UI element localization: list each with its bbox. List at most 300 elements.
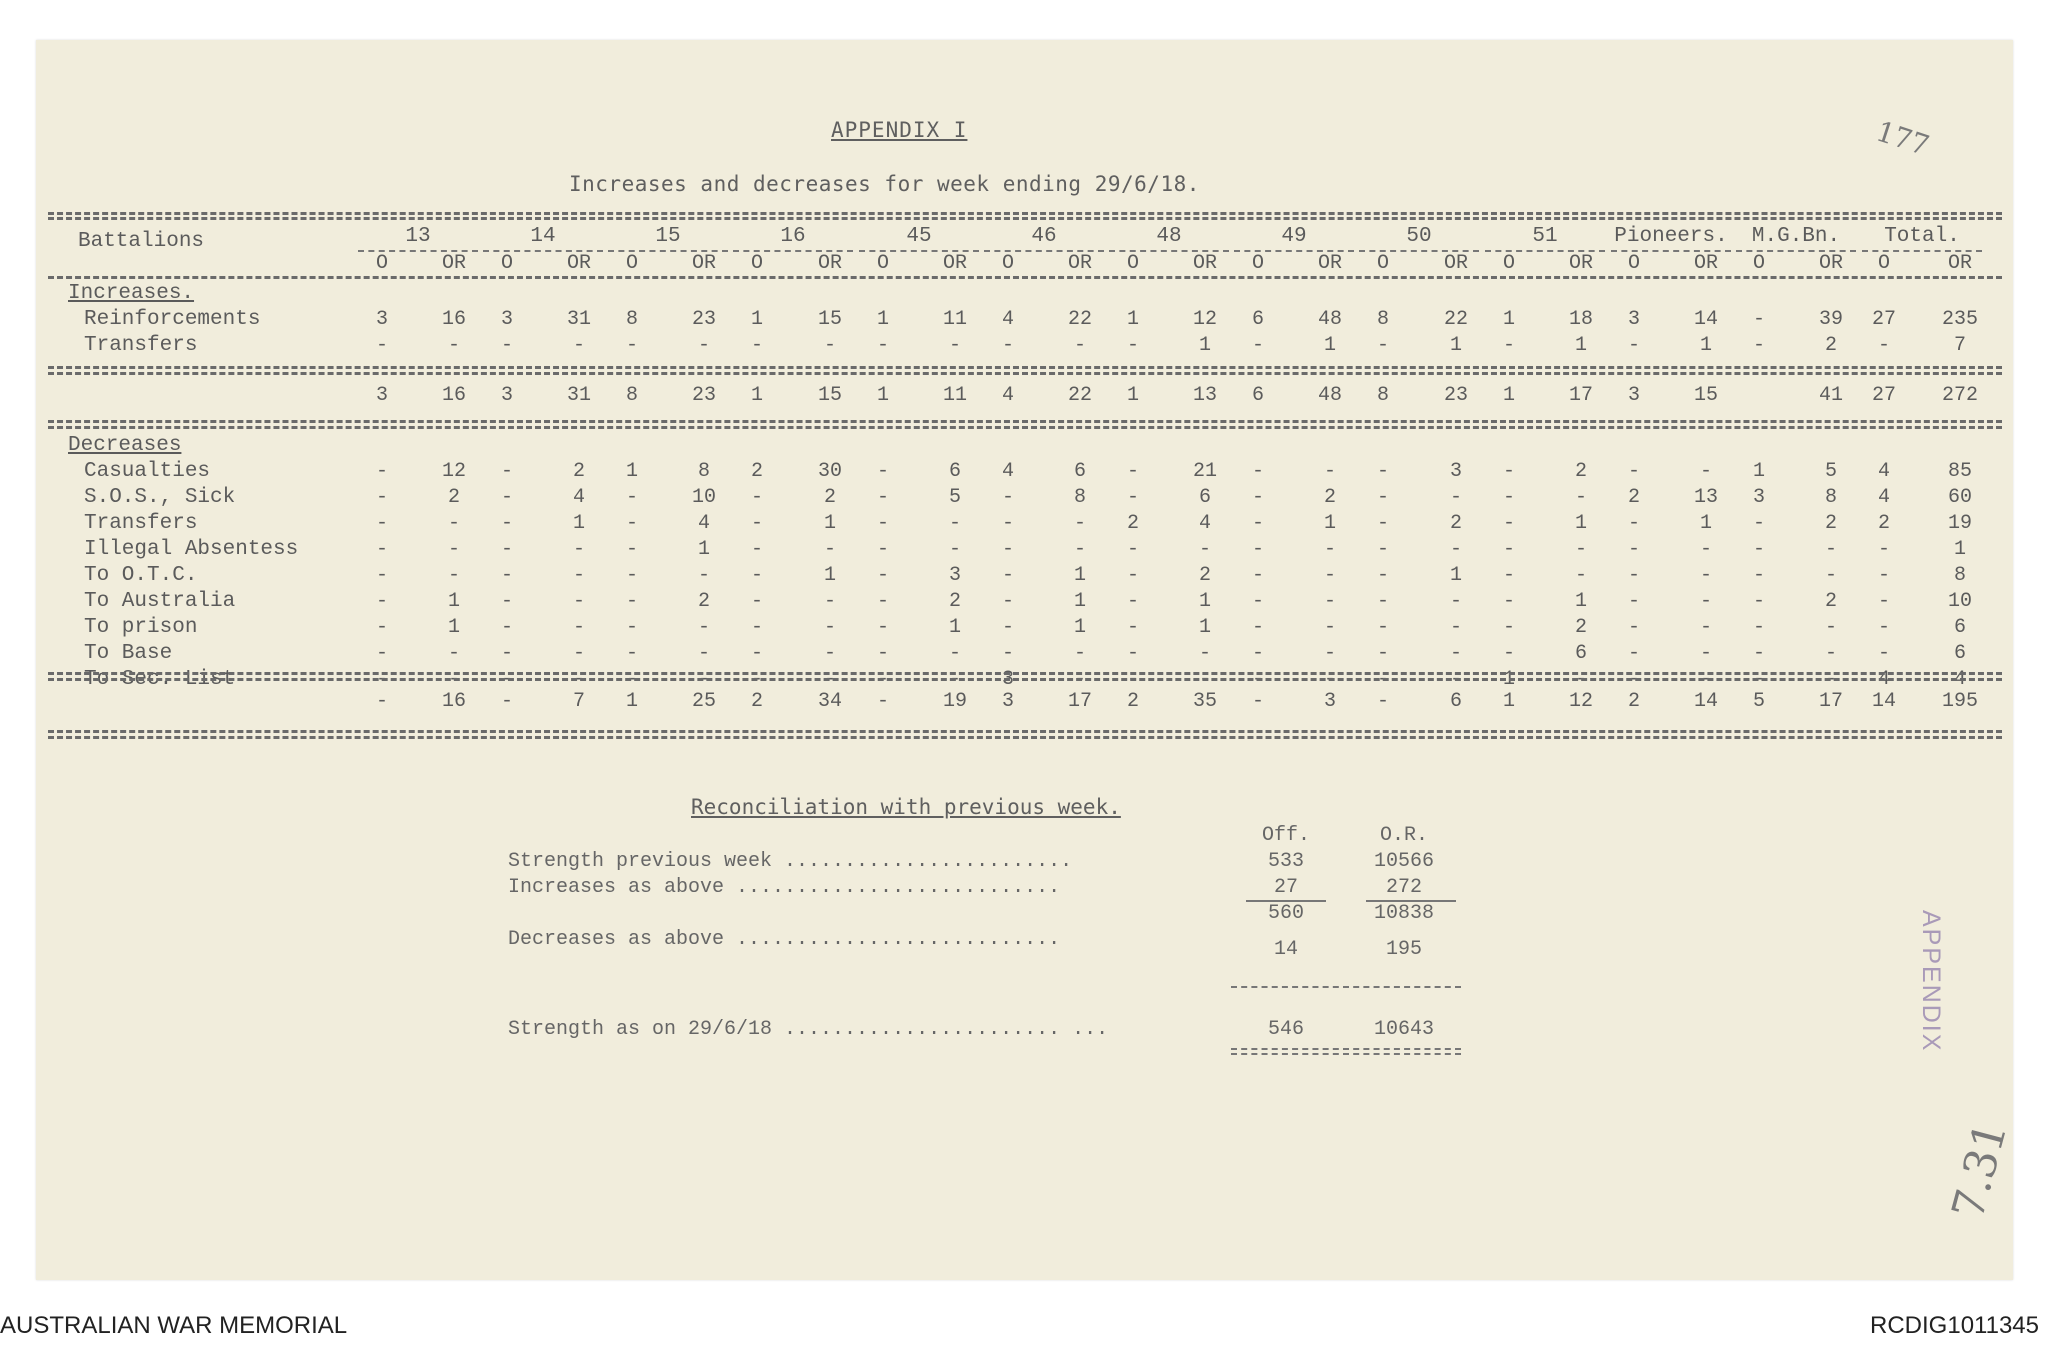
decrease-row-cell: - [1574, 564, 1587, 587]
decrease-row-cell: 3 [948, 564, 961, 587]
sub-header: O [500, 252, 513, 275]
decrease-row-cell: 1 [948, 616, 961, 639]
recon-rule [1231, 986, 1461, 988]
decrease-row-cell: 2 [1877, 512, 1890, 535]
decrease-row-cell: - [1699, 564, 1712, 587]
sub-header: O [750, 252, 763, 275]
sub-header: OR [566, 252, 591, 275]
decrease-row-cell: - [823, 590, 836, 613]
increase-row-cell: 1 [1323, 334, 1336, 357]
decrease-row-cell: - [500, 616, 513, 639]
decrease-row-cell: - [823, 668, 836, 691]
decrease-row-cell: 2 [750, 460, 763, 483]
decrease-row-cell: - [1627, 616, 1640, 639]
sub-header: O [1752, 252, 1765, 275]
decrease-row-cell: - [1073, 512, 1086, 535]
increase-row-cell: - [1877, 334, 1890, 357]
decrease-row-cell: 4 [1877, 486, 1890, 509]
decrease-row-cell: - [823, 616, 836, 639]
decrease-row-cell: - [1126, 538, 1139, 561]
decrease-row-label: Illegal Absentess [84, 538, 299, 561]
decrease-row-cell: 6 [1953, 642, 1966, 665]
decrease-row-cell: - [1627, 512, 1640, 535]
decrease-row-cell: - [1376, 590, 1389, 613]
decrease-row-cell: - [1699, 538, 1712, 561]
decrease-row-cell: 1 [1198, 590, 1211, 613]
increase-row-cell: - [500, 334, 513, 357]
decrease-row-cell: - [1001, 538, 1014, 561]
decrease-row-cell: - [500, 486, 513, 509]
mid-rule-2 [48, 426, 2002, 429]
increase-total-cell: 272 [1941, 384, 1978, 407]
sub-header: OR [441, 252, 466, 275]
decrease-row-cell: - [1502, 538, 1515, 561]
decrease-row-cell: - [500, 460, 513, 483]
decrease-total-cell: - [1251, 690, 1264, 713]
decrease-row-cell: - [1752, 616, 1765, 639]
increase-row-cell: 2 [1824, 334, 1837, 357]
decrease-row-cell: 5 [1824, 460, 1837, 483]
recon-or-increases: 272 [1385, 876, 1422, 899]
sub-header: O [876, 252, 889, 275]
decrease-row-cell: 2 [1449, 512, 1462, 535]
decrease-row-cell: - [375, 564, 388, 587]
decrease-row-cell: - [625, 538, 638, 561]
decrease-row-cell: - [1449, 616, 1462, 639]
decrease-total-cell: 35 [1192, 690, 1217, 713]
decrease-row-cell: 1 [1198, 616, 1211, 639]
decrease-total-cell: 19 [942, 690, 967, 713]
increase-row-cell: 15 [817, 308, 842, 331]
decrease-row-cell: - [1001, 616, 1014, 639]
decrease-row-cell: - [750, 564, 763, 587]
increase-row-cell: 7 [1953, 334, 1966, 357]
decrease-row-cell: - [876, 486, 889, 509]
unit-header: 16 [780, 225, 806, 248]
sub-header: OR [1192, 252, 1217, 275]
sub-header: O [625, 252, 638, 275]
decrease-total-cell: - [500, 690, 513, 713]
increase-row-cell: 1 [750, 308, 763, 331]
decrease-total-cell: 2 [750, 690, 763, 713]
recon-or-strength: 10643 [1373, 1018, 1434, 1041]
increase-row-cell: 3 [375, 308, 388, 331]
decrease-total-cell: 16 [441, 690, 466, 713]
decrease-row-cell: 12 [441, 460, 466, 483]
decrease-row-cell: - [750, 616, 763, 639]
decrease-row-cell: - [876, 460, 889, 483]
recon-col-off: Off. [1261, 824, 1310, 847]
decrease-row-cell: 4 [697, 512, 710, 535]
decrease-row-cell: - [1126, 590, 1139, 613]
decrease-row-cell: - [572, 642, 585, 665]
decrease-row-cell: - [948, 642, 961, 665]
increase-total-cell: 41 [1818, 384, 1843, 407]
sub-header: O [1376, 252, 1389, 275]
decrease-row-cell: - [375, 486, 388, 509]
increase-row-cell: - [823, 334, 836, 357]
increase-total-cell: 23 [1443, 384, 1468, 407]
decrease-row-cell: 6 [1953, 616, 1966, 639]
decrease-row-cell: - [1126, 564, 1139, 587]
decrease-row-cell: 6 [1198, 486, 1211, 509]
decrease-row-cell: 1 [572, 512, 585, 535]
decrease-row-cell: - [625, 512, 638, 535]
increase-row-cell: - [876, 334, 889, 357]
increase-row-cell: 16 [441, 308, 466, 331]
decrease-row-cell: - [1877, 564, 1890, 587]
decrease-row-cell: - [1073, 668, 1086, 691]
increase-total-cell: 16 [441, 384, 466, 407]
decrease-total-cell: 7 [572, 690, 585, 713]
decrease-row-cell: - [1824, 668, 1837, 691]
decrease-row-cell: - [625, 486, 638, 509]
decrease-row-cell: - [1376, 564, 1389, 587]
decrease-row-cell: 2 [823, 486, 836, 509]
increase-row-cell: 31 [566, 308, 591, 331]
decrease-row-cell: - [375, 538, 388, 561]
decrease-row-cell: 30 [817, 460, 842, 483]
increase-row-cell: 4 [1001, 308, 1014, 331]
decrease-row-cell: - [375, 616, 388, 639]
decrease-row-cell: 4 [1953, 668, 1966, 691]
unit-header: 50 [1406, 225, 1432, 248]
increase-total-cell: 1 [1502, 384, 1515, 407]
decrease-row-cell: 2 [697, 590, 710, 613]
decrease-row-cell: 19 [1947, 512, 1972, 535]
recon-final-rule-2 [1231, 1053, 1461, 1055]
decrease-row-cell: - [1502, 486, 1515, 509]
decrease-row-cell: - [1627, 460, 1640, 483]
decrease-row-cell: - [750, 486, 763, 509]
decrease-row-cell: - [375, 642, 388, 665]
decrease-row-cell: - [1699, 668, 1712, 691]
decrease-row-cell: - [1001, 486, 1014, 509]
increase-row-cell: 1 [1502, 308, 1515, 331]
unit-header: 13 [405, 225, 431, 248]
unit-header: Pioneers. [1614, 225, 1728, 248]
decrease-row-cell: - [1627, 668, 1640, 691]
decrease-row-cell: - [1251, 616, 1264, 639]
decrease-row-cell: - [1323, 564, 1336, 587]
decrease-row-cell: - [1752, 668, 1765, 691]
decrease-row-cell: - [1752, 538, 1765, 561]
sub-header: OR [817, 252, 842, 275]
increase-row-cell: 1 [1449, 334, 1462, 357]
decrease-row-cell: - [1376, 668, 1389, 691]
decrease-row-cell: - [1699, 460, 1712, 483]
decrease-row-cell: - [1198, 538, 1211, 561]
increase-row-cell: 6 [1251, 308, 1264, 331]
increase-row-cell: - [1376, 334, 1389, 357]
decrease-total-cell: - [876, 690, 889, 713]
decrease-row-cell: 6 [1073, 460, 1086, 483]
footer-right: RCDIG1011345 [1870, 1312, 2039, 1339]
increase-row-cell: 1 [1699, 334, 1712, 357]
decrease-row-cell: - [1627, 538, 1640, 561]
increases-label: Increases. [68, 282, 195, 305]
increase-total-cell: 3 [1627, 384, 1640, 407]
decrease-row-cell: - [500, 538, 513, 561]
unit-header: 51 [1532, 225, 1558, 248]
decrease-row-cell: - [572, 668, 585, 691]
decrease-row-cell: 2 [1574, 460, 1587, 483]
decrease-row-cell: - [1001, 512, 1014, 535]
decrease-row-cell: - [1574, 538, 1587, 561]
sub-header: OR [1317, 252, 1342, 275]
decrease-total-cell: 2 [1126, 690, 1139, 713]
increase-row-cell: - [750, 334, 763, 357]
decrease-row-cell: - [1323, 460, 1336, 483]
increase-row-cell: 22 [1443, 308, 1468, 331]
increase-row-cell: - [1126, 334, 1139, 357]
increase-total-cell: 48 [1317, 384, 1342, 407]
decrease-row-cell: - [1502, 460, 1515, 483]
increase-row-cell: - [572, 334, 585, 357]
decrease-total-cell: 6 [1449, 690, 1462, 713]
decrease-row-cell: - [572, 564, 585, 587]
increase-total-cell: 8 [1376, 384, 1389, 407]
decrease-row-cell: - [1824, 538, 1837, 561]
page-number-annotation: 177 [1872, 114, 1934, 163]
decrease-row-cell: - [1001, 564, 1014, 587]
increase-total-cell: 11 [942, 384, 967, 407]
decrease-row-label: To O.T.C. [84, 564, 198, 587]
decrease-total-cell: 1 [1502, 690, 1515, 713]
decrease-row-cell: - [1376, 486, 1389, 509]
increase-row-cell: - [1073, 334, 1086, 357]
increase-row-cell: 18 [1568, 308, 1593, 331]
decrease-row-cell: - [625, 590, 638, 613]
recon-label-previous: Strength previous week ........................ [508, 850, 1073, 873]
decrease-row-cell: 1 [447, 590, 460, 613]
decrease-row-cell: 2 [447, 486, 460, 509]
decrease-row-cell: - [750, 642, 763, 665]
increase-total-cell: 1 [1126, 384, 1139, 407]
decreases-label: Decreases [68, 434, 182, 457]
document-sheet [36, 40, 2018, 1280]
page-subtitle: Increases and decreases for week ending 29/6/18. [569, 172, 1200, 196]
decrease-total-cell: 3 [1323, 690, 1336, 713]
decrease-row-cell: - [1824, 564, 1837, 587]
decrease-row-cell: - [1251, 564, 1264, 587]
decrease-row-cell: - [750, 668, 763, 691]
decrease-row-cell: - [375, 668, 388, 691]
sub-header: OR [1568, 252, 1593, 275]
decrease-row-cell: 10 [1947, 590, 1972, 613]
decrease-total-cell: - [1376, 690, 1389, 713]
unit-header: 49 [1281, 225, 1307, 248]
decrease-row-cell: - [447, 564, 460, 587]
decrease-row-cell: - [1449, 668, 1462, 691]
decrease-total-cell: 17 [1818, 690, 1843, 713]
recon-off-subtotal: 560 [1267, 902, 1304, 925]
increase-total-cell: 17 [1568, 384, 1593, 407]
decrease-row-cell: 6 [948, 460, 961, 483]
sub-header: OR [1818, 252, 1843, 275]
decrease-row-cell: 2 [1824, 590, 1837, 613]
reconciliation-title: Reconciliation with previous week. [691, 795, 1121, 819]
decrease-row-cell: - [375, 590, 388, 613]
decrease-row-cell: - [1323, 616, 1336, 639]
increase-rule-2 [48, 372, 2002, 375]
battalions-label: Battalions [78, 230, 205, 253]
top-rule [48, 212, 2002, 215]
decrease-row-cell: 2 [572, 460, 585, 483]
decrease-row-cell: - [1126, 642, 1139, 665]
sub-header: OR [1947, 252, 1972, 275]
recon-label-strength: Strength as on 29/6/18 ....................... ... [508, 1018, 1109, 1041]
increase-total-cell: 6 [1251, 384, 1264, 407]
recon-off-decreases: 14 [1273, 938, 1298, 961]
sub-header: O [1126, 252, 1139, 275]
decrease-total-cell: 5 [1752, 690, 1765, 713]
decrease-row-cell: 85 [1947, 460, 1972, 483]
decrease-row-label: Transfers [84, 512, 198, 535]
recon-off-previous: 533 [1267, 850, 1304, 873]
increase-row-cell: 23 [691, 308, 716, 331]
decrease-row-cell: 1 [1953, 538, 1966, 561]
sub-header: O [1877, 252, 1890, 275]
decrease-row-cell: - [625, 564, 638, 587]
increase-row-cell: - [1752, 334, 1765, 357]
decrease-row-cell: - [447, 538, 460, 561]
decrease-row-cell: - [1502, 512, 1515, 535]
increase-row-cell: 48 [1317, 308, 1342, 331]
decrease-row-cell: - [625, 668, 638, 691]
decrease-row-cell: - [876, 616, 889, 639]
decrease-row-cell: 21 [1192, 460, 1217, 483]
page-title: APPENDIX I [831, 118, 968, 142]
decrease-row-cell: 3 [1449, 460, 1462, 483]
decrease-row-cell: 2 [1574, 616, 1587, 639]
decrease-row-cell: - [1449, 486, 1462, 509]
decrease-row-cell: - [500, 642, 513, 665]
increase-row-cell: - [375, 334, 388, 357]
decrease-row-cell: 1 [1502, 668, 1515, 691]
recon-or-subtotal: 10838 [1373, 902, 1434, 925]
decrease-row-cell: 8 [1953, 564, 1966, 587]
unit-header: 14 [530, 225, 556, 248]
decrease-row-cell: - [1376, 538, 1389, 561]
increase-row-cell: - [1251, 334, 1264, 357]
decrease-row-cell: - [1251, 512, 1264, 535]
decrease-row-cell: - [1627, 642, 1640, 665]
sub-header: O [1001, 252, 1014, 275]
decrease-row-cell: - [1251, 590, 1264, 613]
footer-left: AUSTRALIAN WAR MEMORIAL [0, 1312, 348, 1339]
decrease-row-cell: 2 [1824, 512, 1837, 535]
decrease-row-cell: - [625, 642, 638, 665]
decrease-row-cell: - [1502, 590, 1515, 613]
sub-header: OR [691, 252, 716, 275]
increase-row-cell: 1 [1126, 308, 1139, 331]
decrease-row-cell: 1 [1574, 512, 1587, 535]
increase-total-cell: 3 [500, 384, 513, 407]
decrease-row-cell: - [876, 668, 889, 691]
decrease-row-cell: - [1877, 590, 1890, 613]
increase-row-label: Reinforcements [84, 308, 261, 331]
decrease-row-cell: - [1752, 642, 1765, 665]
decrease-total-cell: 14 [1871, 690, 1896, 713]
decrease-row-cell: - [876, 538, 889, 561]
decrease-row-cell: 4 [1877, 668, 1890, 691]
decrease-row-cell: 2 [1126, 512, 1139, 535]
increase-row-cell: 1 [1198, 334, 1211, 357]
increase-total-cell: 31 [566, 384, 591, 407]
recon-label-decreases: Decreases as above ........................... [508, 928, 1061, 951]
decrease-row-cell: 1 [823, 512, 836, 535]
decrease-row-cell: - [447, 642, 460, 665]
increase-row-cell: - [948, 334, 961, 357]
decrease-row-cell: - [1824, 642, 1837, 665]
decrease-row-cell: - [1376, 512, 1389, 535]
decrease-row-cell: - [1323, 590, 1336, 613]
decrease-row-cell: - [1126, 486, 1139, 509]
increase-row-cell: 1 [876, 308, 889, 331]
bottom-rule-2 [48, 736, 2002, 739]
decrease-row-cell: - [1251, 642, 1264, 665]
decrease-row-cell: - [375, 460, 388, 483]
sub-header: OR [1693, 252, 1718, 275]
increase-row-cell: 39 [1818, 308, 1843, 331]
decrease-row-cell: - [1001, 590, 1014, 613]
decrease-total-cell: 12 [1568, 690, 1593, 713]
decrease-row-cell: 10 [691, 486, 716, 509]
increase-total-cell: 1 [750, 384, 763, 407]
increase-row-cell: 3 [500, 308, 513, 331]
decrease-row-cell: - [948, 512, 961, 535]
decrease-total-cell: 2 [1627, 690, 1640, 713]
decrease-row-cell: 2 [1323, 486, 1336, 509]
increase-row-cell: 22 [1067, 308, 1092, 331]
decrease-row-cell: - [500, 668, 513, 691]
decrease-row-cell: 60 [1947, 486, 1972, 509]
increase-row-cell: 8 [625, 308, 638, 331]
decrease-row-cell: - [1877, 538, 1890, 561]
appendix-stamp: APPENDIX [1917, 910, 1945, 1053]
decrease-row-cell: - [1198, 642, 1211, 665]
decrease-row-cell: - [876, 590, 889, 613]
recon-off-strength: 546 [1267, 1018, 1304, 1041]
decrease-row-cell: - [1073, 642, 1086, 665]
decrease-row-cell: - [1699, 616, 1712, 639]
recon-or-previous: 10566 [1373, 850, 1434, 873]
decrease-row-cell: - [1001, 642, 1014, 665]
increase-rule [48, 366, 2002, 369]
decrease-row-cell: - [1449, 538, 1462, 561]
decrease-row-cell: 1 [447, 616, 460, 639]
increase-row-cell: - [1001, 334, 1014, 357]
decrease-row-cell: - [1699, 590, 1712, 613]
decrease-row-cell: - [948, 668, 961, 691]
decrease-row-label: To Australia [84, 590, 236, 613]
unit-header: 48 [1156, 225, 1182, 248]
decrease-total-cell: 34 [817, 690, 842, 713]
decrease-row-cell: - [572, 538, 585, 561]
increase-row-cell: - [1752, 308, 1765, 331]
decrease-row-cell: - [1126, 616, 1139, 639]
decrease-row-cell: 1 [625, 460, 638, 483]
decrease-row-cell: - [750, 512, 763, 535]
decrease-row-cell: - [876, 642, 889, 665]
sub-header: O [1627, 252, 1640, 275]
decrease-total-cell: 195 [1941, 690, 1978, 713]
pencil-annotation: 7.31 [1942, 1116, 2018, 1225]
decrease-row-cell: - [1627, 590, 1640, 613]
decrease-row-label: Casualties [84, 460, 211, 483]
sub-header: OR [942, 252, 967, 275]
